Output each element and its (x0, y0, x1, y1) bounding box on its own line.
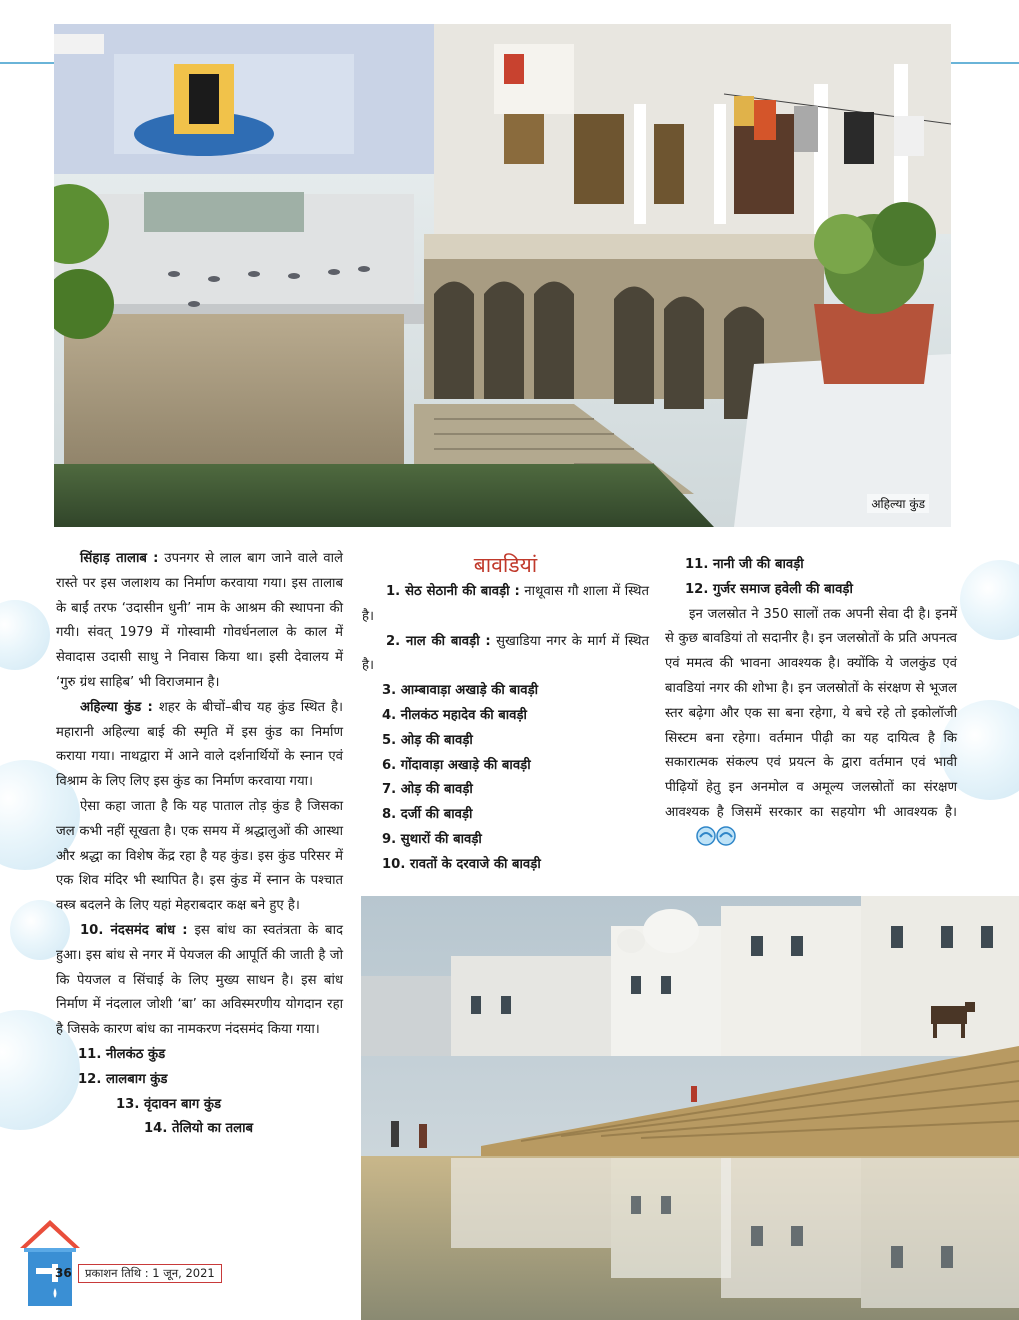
publication-date: प्रकाशन तिथि : 1 जून, 2021 (78, 1264, 222, 1283)
ghats-photo (361, 896, 1019, 1320)
term-label: सिंहाड़ तालाब : (80, 551, 159, 566)
list-item: 9. सुथारों की बावड़ी (382, 831, 482, 847)
paragraph-singhad-talab (56, 547, 343, 696)
text-column-3 (665, 553, 957, 856)
photo-caption: अहिल्या कुंड (867, 494, 929, 513)
list-item: 5. ओड़ की बावड़ी (382, 732, 473, 748)
water-bubble-decoration (0, 600, 50, 670)
term-label: अहिल्या कुंड : (80, 699, 153, 715)
ahilya-kund-photo (54, 24, 951, 527)
paragraph-text: इस बांध का स्वतंत्रता के बाद हुआ। इस बांध से नगर में पेयजल की आपूर्ति की जाती है जो कि पेयजल व सिंचाई के लिए मुख्य साधन है। इस बांध निर्माण में नंदलाल जोशी ‘बा’ का अविस्मरणीय योगदान रहा है जिसके कारण बांध का नामकरण नंदसमंद किया गया। (56, 922, 343, 1038)
list-item-detailed (362, 630, 649, 680)
term-label: 1. सेठ सेठानी की बावड़ी : (386, 584, 520, 599)
list-item: 11. नानी जी की बावड़ी (685, 557, 804, 572)
paragraph-ahilya-kund (56, 696, 343, 795)
list-item: 12. लालबाग कुंड (78, 1071, 168, 1087)
list-item: 13. वृंदावन बाग कुंड (116, 1096, 222, 1112)
list-item: 6. गोंदावाड़ा अखाड़े की बावड़ी (382, 757, 531, 773)
water-drops-end-icon (671, 826, 739, 856)
paragraph-nandsamand-dam (56, 919, 343, 1043)
list-item: 12. गुर्जर समाज हवेली की बावड़ी (685, 581, 853, 597)
list-item: 8. दर्जी की बावड़ी (382, 807, 473, 823)
list-item: 4. नीलकंठ महादेव की बावड़ी (382, 707, 527, 723)
text-column-2 (362, 550, 649, 878)
list-item: 11. नीलकंठ कुंड (78, 1046, 166, 1062)
conclusion-paragraph (665, 603, 957, 856)
decorative-line-right (949, 62, 1019, 64)
paragraph-patal-tod: ऐसा कहा जाता है कि यह पाताल तोड़ कुंड है जिसका जल कभी नहीं सूखता है। एक समय में श्रद्धालुओं की आस्था और श्रद्धा का विशेष केंद्र रहा है यह कुंड। इस कुंड परिसर में एक शिव मंदिर भी स्थापित है। इस कुंड में स्नान के पश्चात वस्त्र बदलने के लिए यहां मेहराबदार कक्ष बने हुए है। (56, 798, 343, 914)
paragraph-text: इन जलस्रोत ने 350 सालों तक अपनी सेवा दी है। इनमें से कुछ बावडियां तो सदानीर है। इन जलस्रोतों के प्रति अपनत्व एवं ममत्व की भावना आवश्यक है। क्योंकि ये जलकुंड एवं बावडियां नगर की शोभा है। इन जलस्रोतों के संरक्षण से भूजल स्तर बढ़ेगा और एक सा बना रहेगा, ये बचे रहे तो इकोलॉजी सिस्टम बना रहेगा। वर्तमान पीढ़ी का यह दायित्व है कि सकारात्मक संकल्प एवं प्रयत्न के द्वारा वर्तमान एवं भावी पीढ़ियों हेतु इन अनमोल व अमूल्य जलस्रोतों का संरक्षण आवश्यक है जिसमें सरकार का सहयोग भी आवश्यक है। (665, 606, 957, 820)
page-number: 36 (55, 1266, 72, 1280)
house-water-tap-icon (18, 1218, 82, 1308)
paragraph-text: शहर के बीचों–बीच यह कुंड स्थित है। महारानी अहिल्या बाई की स्मृति में इस कुंड का निर्माण कराया गया। नाथद्वारा में आने वाले दर्शनार्थियों के स्नान एवं विश्राम के लिए लिए इस कुंड का निर्माण करवाया गया। (56, 699, 343, 790)
paragraph-text: उपनगर से लाल बाग जाने वाले वाले रास्ते पर इस जलाशय का निर्माण करवाया गया। इस तालाब के बाईं तरफ ‘उदासीन धुनी’ नाम के आश्रम की स्थापना की गयी। संवत् 1979 में गोस्वामी गोवर्धनलाल के काल में सेवादास उदासी साधु ने निवास किया था। इसी देवालय में ‘गुरु ग्रंथ साहिब’ भी विराजमान है। (56, 551, 343, 690)
water-bubble-decoration (960, 560, 1019, 640)
list-item-detailed (362, 580, 649, 630)
decorative-line-left (0, 62, 54, 64)
list-item: 7. ओड़ की बावड़ी (382, 782, 473, 798)
paragraph-text: नाथूवास गौ शाला में स्थित है। (362, 584, 649, 624)
term-label: 10. नंदसमंद बांध : (80, 922, 188, 938)
list-item: 3. आम्बावाड़ा अखाड़े की बावड़ी (382, 683, 539, 699)
list-item: 14. तेलियो का तलाब (144, 1121, 254, 1137)
paragraph-text: सुखाडिया नगर के मार्ग में स्थित है। (362, 633, 649, 674)
term-label: 2. नाल की बावड़ी : (386, 633, 491, 649)
list-item: 10. रावतों के दरवाजे की बावड़ी (382, 856, 541, 872)
section-heading: बावडियां (473, 553, 538, 577)
text-column-1 (56, 547, 343, 1142)
